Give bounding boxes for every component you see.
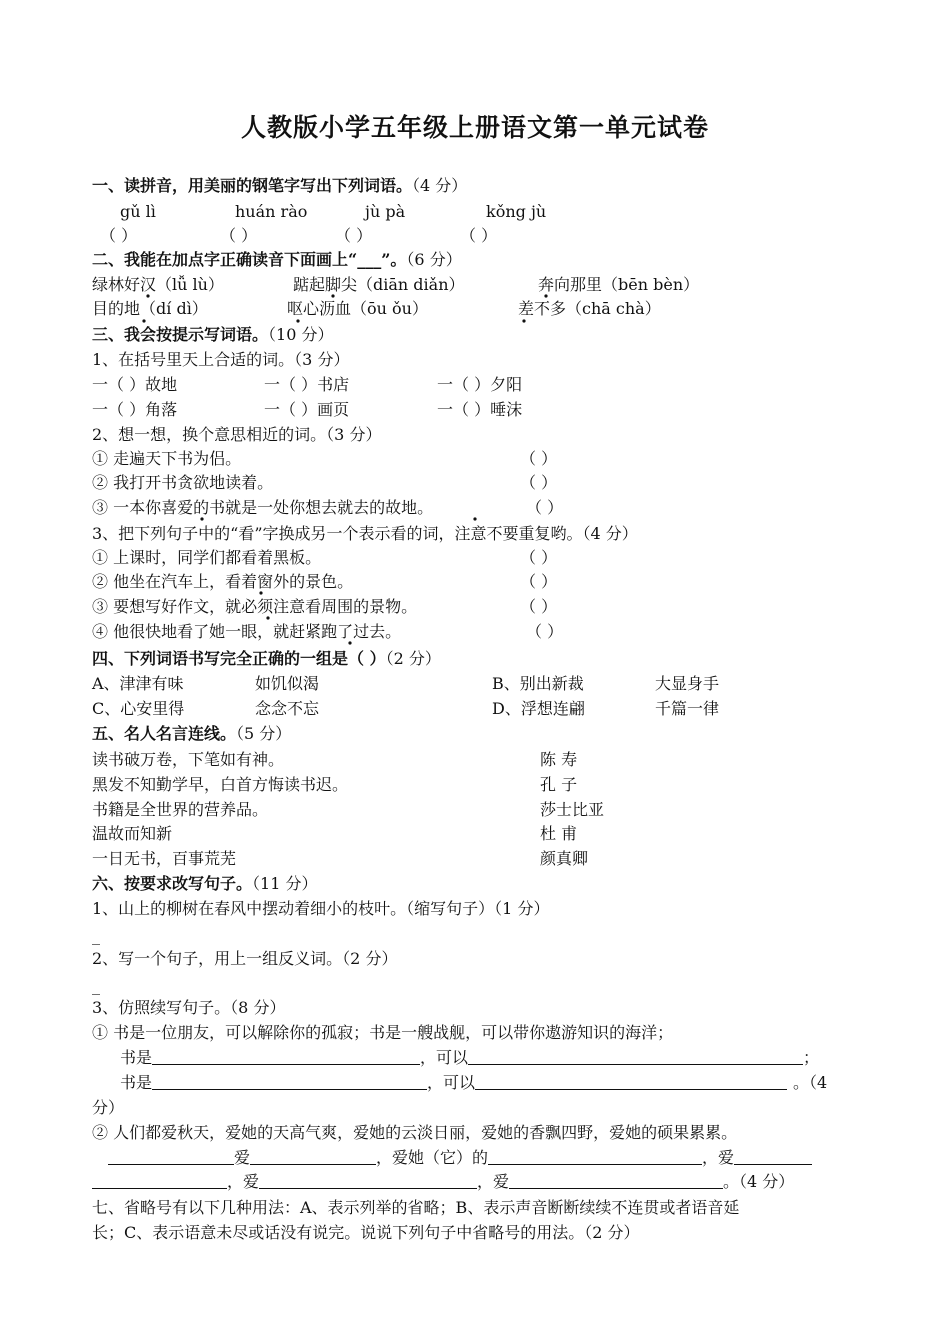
look-item-3: ③ 要想写好作文，就必须注意看周围的景物。 bbox=[92, 597, 418, 616]
author-5: 颜真卿 bbox=[540, 849, 589, 868]
answer-blank-3[interactable]: （ ） bbox=[335, 226, 373, 245]
pinyin-4: kǒng jù bbox=[486, 202, 547, 221]
look-blank-3[interactable]: （ ） bbox=[520, 597, 558, 616]
imitate-blank-2a[interactable] bbox=[152, 1073, 427, 1090]
imitate-blank-1a[interactable] bbox=[152, 1048, 420, 1065]
imitate-line-2: 书是 ，可以 。（4 bbox=[120, 1073, 828, 1092]
synonym-blank-1[interactable]: （ ） bbox=[520, 449, 558, 468]
section-3-heading: 三、我会按提示写词语。（10 分） bbox=[92, 325, 334, 344]
option-a-word: 如饥似渴 bbox=[255, 674, 320, 693]
pinyin-3: jù pà bbox=[365, 202, 406, 221]
section-7-line-1: 七、省略号有以下几种用法：A、表示列举的省略；B、表示声音断断续续不连贯或者语音延 bbox=[92, 1198, 740, 1217]
option-c-word: 念念不忘 bbox=[255, 699, 320, 718]
synonym-item-3: ③ 一本你喜爱的书就是一处你想去就去的故地。 bbox=[92, 498, 434, 517]
option-b-word: 大显身手 bbox=[655, 674, 720, 693]
pinyin-2: huán rào bbox=[235, 202, 308, 221]
s6-q2-answer[interactable]: _ bbox=[92, 976, 100, 995]
quote-4: 温故而知新 bbox=[92, 824, 173, 843]
section-4-heading: 四、下列词语书写完全正确的一组是（ ）（2 分） bbox=[92, 649, 441, 668]
option-b[interactable]: B、别出新裁 bbox=[492, 674, 584, 693]
autumn-blank-1[interactable] bbox=[108, 1148, 234, 1165]
fill-word-4[interactable]: 一（ ）角落 bbox=[92, 400, 178, 419]
answer-blank-1[interactable]: （ ） bbox=[100, 226, 138, 245]
reading-item-4: 目的地（dí dì） bbox=[92, 299, 208, 318]
section-1-heading: 一、读拼音，用美丽的钢笔字写出下列词语。（4 分） bbox=[92, 176, 468, 195]
look-item-2: ② 他坐在汽车上，看着窗外的景色。 bbox=[92, 572, 354, 591]
s3-q3: 3、把下列句子中的“看”字换成另一个表示看的词，注意不要重复哟。（4 分） bbox=[92, 524, 638, 543]
quote-5: 一日无书，百事荒芜 bbox=[92, 849, 237, 868]
autumn-line-2: ，爱 ，爱 。（4 分） bbox=[92, 1171, 794, 1193]
option-d-word: 千篇一律 bbox=[655, 699, 720, 718]
s3-q1: 1、在括号里天上合适的词。（3 分） bbox=[92, 350, 350, 369]
look-blank-2[interactable]: （ ） bbox=[520, 572, 558, 591]
autumn-blank-2[interactable] bbox=[250, 1148, 376, 1165]
look-blank-4[interactable]: （ ） bbox=[526, 622, 564, 641]
fill-word-6[interactable]: 一（ ）唾沫 bbox=[437, 400, 523, 419]
s6-q1: 1、山上的柳树在春风中摆动着细小的枝叶。（缩写句子）（1 分） bbox=[92, 899, 550, 918]
section-5-heading: 五、名人名言连线。（5 分） bbox=[92, 724, 292, 743]
quote-2: 黑发不知勤学早，白首方悔读书迟。 bbox=[92, 775, 349, 794]
quote-1: 读书破万卷，下笔如有神。 bbox=[92, 750, 285, 769]
look-blank-1[interactable]: （ ） bbox=[520, 548, 558, 567]
s6-q3-1: ① 书是一位朋友，可以解除你的孤寂；书是一艘战舰，可以带你遨游知识的海洋； bbox=[92, 1023, 674, 1042]
imitate-line-1: 书是 ，可以 ； bbox=[120, 1048, 820, 1067]
score-wrap: 分） bbox=[92, 1098, 125, 1117]
autumn-blank-3[interactable] bbox=[488, 1148, 702, 1165]
s3-q2: 2、想一想，换个意思相近的词。（3 分） bbox=[92, 425, 382, 444]
fill-word-3[interactable]: 一（ ）夕阳 bbox=[437, 375, 523, 394]
s6-q3: 3、仿照续写句子。（8 分） bbox=[92, 998, 286, 1017]
section-7-line-2: 长；C、表示语意未尽或话没有说完。说说下列句子中省略号的用法。（2 分） bbox=[92, 1223, 640, 1242]
reading-item-1: 绿林好汉（lǚ lù） bbox=[92, 275, 224, 294]
autumn-blank-7[interactable] bbox=[509, 1172, 723, 1189]
synonym-item-2: ② 我打开书贪欲地读着。 bbox=[92, 473, 274, 492]
s6-q2: 2、写一个句子，用上一组反义词。（2 分） bbox=[92, 949, 398, 968]
answer-blank-2[interactable]: （ ） bbox=[220, 226, 258, 245]
author-3: 莎士比亚 bbox=[540, 800, 605, 819]
synonym-item-1: ① 走遍天下书为侣。 bbox=[92, 449, 242, 468]
option-a[interactable]: A、津津有味 bbox=[92, 674, 184, 693]
look-item-1: ① 上课时，同学们都看着黑板。 bbox=[92, 548, 322, 567]
author-2: 孔 子 bbox=[540, 775, 578, 794]
answer-blank-4[interactable]: （ ） bbox=[460, 226, 498, 245]
pinyin-1: gǔ lì bbox=[120, 202, 156, 221]
option-c[interactable]: C、心安里得 bbox=[92, 699, 185, 718]
quote-3: 书籍是全世界的营养品。 bbox=[92, 800, 269, 819]
autumn-blank-6[interactable] bbox=[259, 1172, 477, 1189]
section-6-heading: 六、按要求改写句子。（11 分） bbox=[92, 874, 318, 893]
section-2-heading: 二、我能在加点字正确读音下面画上“___”。（6 分） bbox=[92, 250, 462, 269]
reading-item-6: 差不多（chā chà） bbox=[518, 299, 661, 318]
fill-word-5[interactable]: 一（ ）画页 bbox=[264, 400, 350, 419]
synonym-blank-3[interactable]: （ ） bbox=[526, 498, 564, 517]
autumn-line-1: 爱 ，爱她（它）的 ，爱 bbox=[108, 1147, 812, 1169]
imitate-blank-1b[interactable] bbox=[468, 1048, 803, 1065]
s6-q3-2: ② 人们都爱秋天，爱她的天高气爽，爱她的云淡日丽，爱她的香飘四野，爱她的硕果累累。 bbox=[92, 1123, 738, 1142]
fill-word-2[interactable]: 一（ ）书店 bbox=[264, 375, 350, 394]
author-1: 陈 寿 bbox=[540, 750, 578, 769]
imitate-blank-2b[interactable] bbox=[475, 1073, 787, 1090]
reading-item-2: 踮起脚尖（diān diǎn） bbox=[293, 275, 465, 294]
page-title: 人教版小学五年级上册语文第一单元试卷 bbox=[240, 113, 709, 142]
option-d[interactable]: D、浮想连翩 bbox=[492, 699, 585, 718]
autumn-blank-4[interactable] bbox=[734, 1148, 812, 1165]
autumn-blank-5[interactable] bbox=[92, 1172, 227, 1189]
reading-item-3: 奔向那里（bēn bèn） bbox=[538, 275, 700, 294]
author-4: 杜 甫 bbox=[540, 824, 578, 843]
s6-q1-answer[interactable]: _ bbox=[92, 926, 100, 945]
synonym-blank-2[interactable]: （ ） bbox=[520, 473, 558, 492]
fill-word-1[interactable]: 一（ ）故地 bbox=[92, 375, 178, 394]
look-item-4: ④ 他很快地看了她一眼，就赶紧跑了过去。 bbox=[92, 622, 402, 641]
reading-item-5: 呕心沥血（ōu ǒu） bbox=[287, 299, 428, 318]
